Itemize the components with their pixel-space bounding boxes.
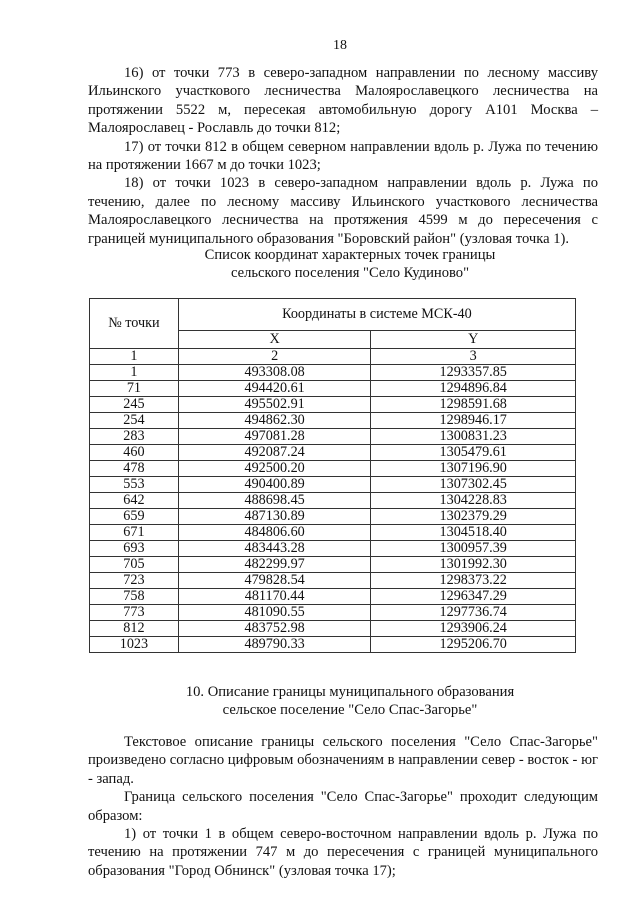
cell-x: 489790.33 bbox=[178, 637, 371, 653]
section-title bbox=[80, 683, 620, 719]
cell-x: 494862.30 bbox=[178, 413, 371, 429]
cell-x: 487130.89 bbox=[178, 509, 371, 525]
cell-y: 1298373.22 bbox=[371, 573, 576, 589]
cell-point: 283 bbox=[90, 429, 179, 445]
cell-point: 71 bbox=[90, 381, 179, 397]
cell-point: 659 bbox=[90, 509, 179, 525]
cell-point: 773 bbox=[90, 605, 179, 621]
table-row bbox=[90, 365, 576, 381]
table-row bbox=[90, 461, 576, 477]
coordinates-table bbox=[89, 298, 576, 653]
table-title-line: Список координат характерных точек границы bbox=[204, 247, 496, 263]
cell-y: 1307196.90 bbox=[371, 461, 576, 477]
cell-x: 492500.20 bbox=[178, 461, 371, 477]
cell-x: 492087.24 bbox=[178, 445, 371, 461]
cell-point: 245 bbox=[90, 397, 179, 413]
cell-y: 1300831.23 bbox=[371, 429, 576, 445]
paragraph-description: Текстовое описание границы сельского поселения "Село Спас-Загорье" произведено согласно цифровым обозначениям в направлении север - восток - юг - запад. bbox=[88, 734, 598, 787]
table-row bbox=[90, 493, 576, 509]
paragraph-18: 18) от точки 1023 в северо-западном направлении вдоль р. Лужа по течению, далее по лесному массиву Ильинского участкового лесничества Малоярославецкого лесничества на протяжения 4599 м до пересечения с границей муниципального образования "Боровский район" (узловая точка 1). bbox=[88, 175, 598, 247]
header-coordinates: Координаты в системе МСК-40 bbox=[178, 299, 575, 331]
cell-x: 494420.61 bbox=[178, 381, 371, 397]
table-row bbox=[90, 573, 576, 589]
cell-y: 1304518.40 bbox=[371, 525, 576, 541]
cell-y: 1298946.17 bbox=[371, 413, 576, 429]
table-row bbox=[90, 509, 576, 525]
cell-x: 484806.60 bbox=[178, 525, 371, 541]
cell-x: 495502.91 bbox=[178, 397, 371, 413]
table-row bbox=[90, 541, 576, 557]
cell-point: 671 bbox=[90, 525, 179, 541]
cell-point: 705 bbox=[90, 557, 179, 573]
cell-point: 553 bbox=[90, 477, 179, 493]
table-row bbox=[90, 429, 576, 445]
cell-y: 1304228.83 bbox=[371, 493, 576, 509]
index-cell: 2 bbox=[178, 349, 371, 365]
table-title bbox=[80, 246, 620, 282]
cell-point: 1023 bbox=[90, 637, 179, 653]
cell-point: 478 bbox=[90, 461, 179, 477]
cell-point: 254 bbox=[90, 413, 179, 429]
table-row bbox=[90, 605, 576, 621]
table-row bbox=[90, 589, 576, 605]
cell-x: 481170.44 bbox=[178, 589, 371, 605]
cell-y: 1294896.84 bbox=[371, 381, 576, 397]
table-row bbox=[90, 445, 576, 461]
cell-point: 812 bbox=[90, 621, 179, 637]
cell-point: 1 bbox=[90, 365, 179, 381]
cell-y: 1298591.68 bbox=[371, 397, 576, 413]
section-title-line: 10. Описание границы муниципального образования bbox=[185, 684, 515, 700]
header-y: Y bbox=[371, 331, 576, 349]
section-title-line: сельское поселение "Село Спас-Загорье" bbox=[222, 702, 478, 718]
header-x: X bbox=[178, 331, 371, 349]
bottom-paragraphs bbox=[88, 733, 598, 880]
cell-y: 1293906.24 bbox=[371, 621, 576, 637]
cell-point: 642 bbox=[90, 493, 179, 509]
table-row bbox=[90, 477, 576, 493]
page-number: 18 bbox=[333, 38, 347, 53]
cell-y: 1302379.29 bbox=[371, 509, 576, 525]
paragraph-17: 17) от точки 812 в общем северном направлении вдоль р. Лужа по течению на протяжении 1667 м до точки 1023; bbox=[88, 138, 598, 174]
table-row bbox=[90, 621, 576, 637]
cell-y: 1293357.85 bbox=[371, 365, 576, 381]
cell-x: 493308.08 bbox=[178, 365, 371, 381]
cell-x: 488698.45 bbox=[178, 493, 371, 509]
cell-y: 1307302.45 bbox=[371, 477, 576, 493]
cell-point: 693 bbox=[90, 541, 179, 557]
table-row bbox=[90, 397, 576, 413]
cell-x: 481090.55 bbox=[178, 605, 371, 621]
top-paragraphs bbox=[88, 64, 598, 248]
table-row bbox=[90, 413, 576, 429]
paragraph-boundary: Граница сельского поселения "Село Спас-Загорье" проходит следующим образом: bbox=[88, 789, 598, 824]
cell-y: 1301992.30 bbox=[371, 557, 576, 573]
cell-y: 1300957.39 bbox=[371, 541, 576, 557]
cell-x: 479828.54 bbox=[178, 573, 371, 589]
table-title-line: сельского поселения "Село Кудиново" bbox=[230, 265, 470, 281]
paragraph-1: 1) от точки 1 в общем северо-восточном направлении вдоль р. Лужа по течению на протяжении 747 м до пересечения с границей муниципального образования "Город Обнинск" (узловая точка 17); bbox=[88, 826, 598, 879]
table-row bbox=[90, 637, 576, 653]
cell-x: 483443.28 bbox=[178, 541, 371, 557]
table-row bbox=[90, 525, 576, 541]
cell-y: 1295206.70 bbox=[371, 637, 576, 653]
cell-y: 1296347.29 bbox=[371, 589, 576, 605]
cell-point: 723 bbox=[90, 573, 179, 589]
cell-x: 490400.89 bbox=[178, 477, 371, 493]
table-body bbox=[90, 365, 576, 653]
cell-point: 758 bbox=[90, 589, 179, 605]
index-cell: 3 bbox=[371, 349, 576, 365]
paragraph-16: 16) от точки 773 в северо-западном направлении по лесному массиву Ильинского участкового лесничества Малоярославецкого лесничества на протяжении 5522 м, пересекая автомобильную дорогу А101 Москва – Малоярославец - Рославль до точки 812; bbox=[88, 65, 598, 137]
cell-y: 1297736.74 bbox=[371, 605, 576, 621]
cell-y: 1305479.61 bbox=[371, 445, 576, 461]
cell-x: 497081.28 bbox=[178, 429, 371, 445]
table-row bbox=[90, 557, 576, 573]
cell-x: 482299.97 bbox=[178, 557, 371, 573]
header-point-number: № точки bbox=[90, 299, 179, 349]
index-cell: 1 bbox=[90, 349, 179, 365]
cell-point: 460 bbox=[90, 445, 179, 461]
cell-x: 483752.98 bbox=[178, 621, 371, 637]
table-row bbox=[90, 381, 576, 397]
